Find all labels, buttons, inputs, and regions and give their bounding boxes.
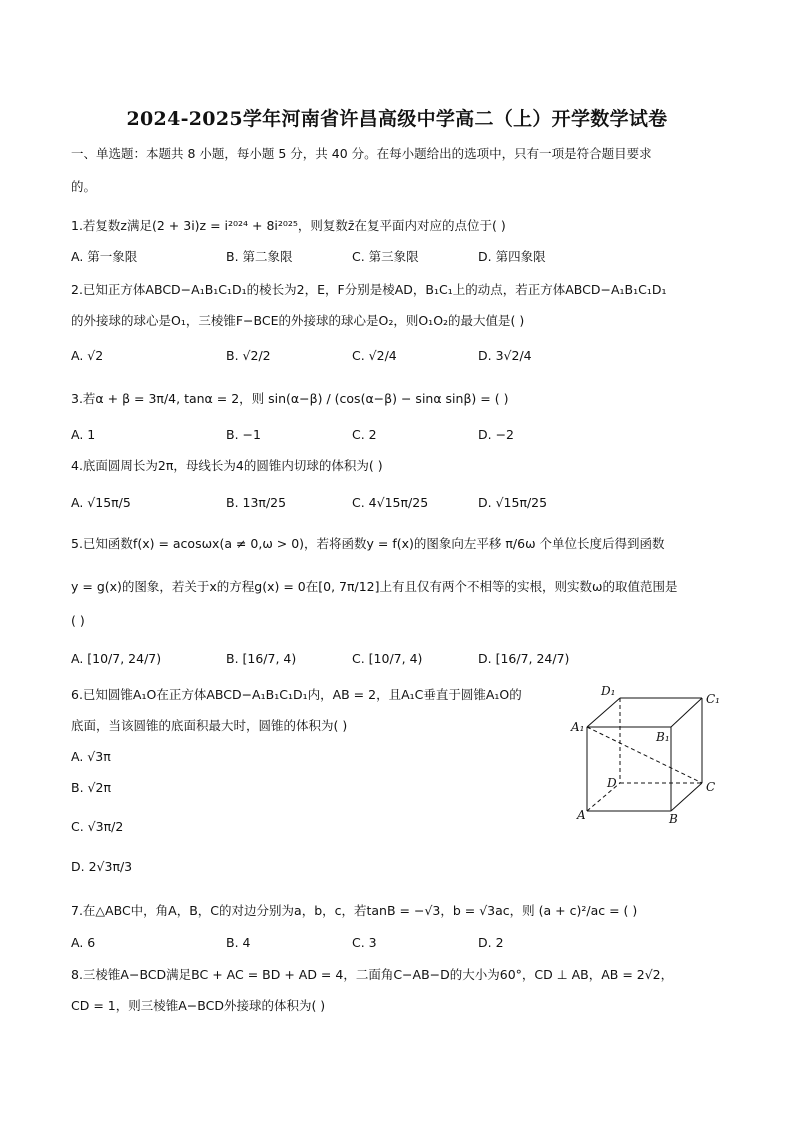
label-b: B — [669, 812, 678, 826]
question-2-line-1: 2.已知正方体ABCD−A₁B₁C₁D₁的棱长为2，E，F分别是棱AD，B₁C₁上的动点，若正方体ABCD−A₁B₁C₁D₁ — [71, 282, 667, 297]
q4-option-a[interactable]: A. √15π/5 — [71, 495, 131, 510]
section-heading-line-1: 一、单选题：本题共 8 小题，每小题 5 分，共 40 分。在每小题给出的选项中，只有一项是符合题目要求 — [71, 146, 652, 161]
label-d: D — [607, 776, 617, 790]
label-d1: D₁ — [601, 684, 616, 698]
q1-option-c[interactable]: C. 第三象限 — [352, 249, 419, 264]
q2-option-c[interactable]: C. √2/4 — [352, 348, 397, 363]
q5-option-a[interactable]: A. [10/7, 24/7) — [71, 651, 162, 666]
page-title: 2024-2025学年河南省许昌高级中学高二（上）开学数学试卷 — [126, 108, 668, 130]
q6-option-c[interactable]: C. √3π/2 — [71, 819, 124, 834]
q3-option-a[interactable]: A. 1 — [71, 427, 96, 442]
q1-option-d[interactable]: D. 第四象限 — [478, 249, 546, 264]
q7-option-b[interactable]: B. 4 — [226, 935, 251, 950]
q3-option-b[interactable]: B. −1 — [226, 427, 261, 442]
q4-option-c[interactable]: C. 4√15π/25 — [352, 495, 429, 510]
question-1-line-1: 1.若复数z满足(2 + 3i)z = i²⁰²⁴ + 8i²⁰²⁵，则复数z̄在复平面内对应的点位于( ) — [71, 218, 506, 233]
q3-option-d[interactable]: D. −2 — [478, 427, 514, 442]
q7-option-c[interactable]: C. 3 — [352, 935, 377, 950]
q5-option-b[interactable]: B. [16/7, 4) — [226, 651, 297, 666]
q7-option-d[interactable]: D. 2 — [478, 935, 504, 950]
question-6-line-1: 6.已知圆锥A₁O在正方体ABCD−A₁B₁C₁D₁内，AB = 2，且A₁C垂直于圆锥A₁O的 — [71, 687, 522, 702]
q2-option-d[interactable]: D. 3√2/4 — [478, 348, 532, 363]
question-7-line-1: 7.在△ABC中，角A，B，C的对边分别为a，b，c，若tanB = −√3，b = √3ac，则 (a + c)²/ac = ( ) — [71, 903, 638, 918]
cube-figure — [565, 683, 725, 828]
q2-option-a[interactable]: A. √2 — [71, 348, 104, 363]
q4-option-d[interactable]: D. √15π/25 — [478, 495, 548, 510]
q2-option-b[interactable]: B. √2/2 — [226, 348, 271, 363]
q4-option-b[interactable]: B. 13π/25 — [226, 495, 287, 510]
question-5-line-3: ( ) — [71, 613, 85, 628]
q3-option-c[interactable]: C. 2 — [352, 427, 377, 442]
question-6-line-2: 底面，当该圆锥的底面积最大时，圆锥的体积为( ) — [71, 718, 348, 733]
q7-option-a[interactable]: A. 6 — [71, 935, 96, 950]
q1-option-a[interactable]: A. 第一象限 — [71, 249, 138, 264]
label-a1: A₁ — [571, 720, 585, 734]
cube-diagram — [565, 683, 725, 828]
question-5-line-2: y = g(x)的图象，若关于x的方程g(x) = 0在[0, 7π/12]上有且仅有两个不相等的实根，则实数ω的取值范围是 — [71, 579, 678, 594]
label-c: C — [706, 780, 716, 794]
q6-option-d[interactable]: D. 2√3π/3 — [71, 859, 133, 874]
question-8-line-1: 8.三棱锥A−BCD满足BC + AC = BD + AD = 4，二面角C−AB−D的大小为60°，CD ⊥ AB，AB = 2√2， — [71, 967, 674, 982]
question-2-line-2: 的外接球的球心是O₁，三棱锥F−BCE的外接球的球心是O₂，则O₁O₂的最大值是( ) — [71, 313, 525, 328]
q5-option-d[interactable]: D. [16/7, 24/7) — [478, 651, 570, 666]
label-a: A — [577, 808, 586, 822]
question-5-line-1: 5.已知函数f(x) = acosωx(a ≠ 0,ω > 0)，若将函数y = f(x)的图象向左平移 π/6ω 个单位长度后得到函数 — [71, 536, 665, 551]
label-c1: C₁ — [706, 692, 720, 706]
q1-option-b[interactable]: B. 第二象限 — [226, 249, 293, 264]
label-b1: B₁ — [656, 730, 670, 744]
question-4-line-1: 4.底面圆周长为2π，母线长为4的圆锥内切球的体积为( ) — [71, 458, 383, 473]
q6-option-a[interactable]: A. √3π — [71, 749, 111, 764]
question-8-line-2: CD = 1，则三棱锥A−BCD外接球的体积为( ) — [71, 998, 326, 1013]
section-heading-line-2: 的。 — [71, 179, 97, 194]
q5-option-c[interactable]: C. [10/7, 4) — [352, 651, 423, 666]
question-3-line-1: 3.若α + β = 3π/4, tanα = 2，则 sin(α−β) / (cos(α−β) − sinα sinβ) = ( ) — [71, 391, 509, 406]
q6-option-b[interactable]: B. √2π — [71, 780, 111, 795]
